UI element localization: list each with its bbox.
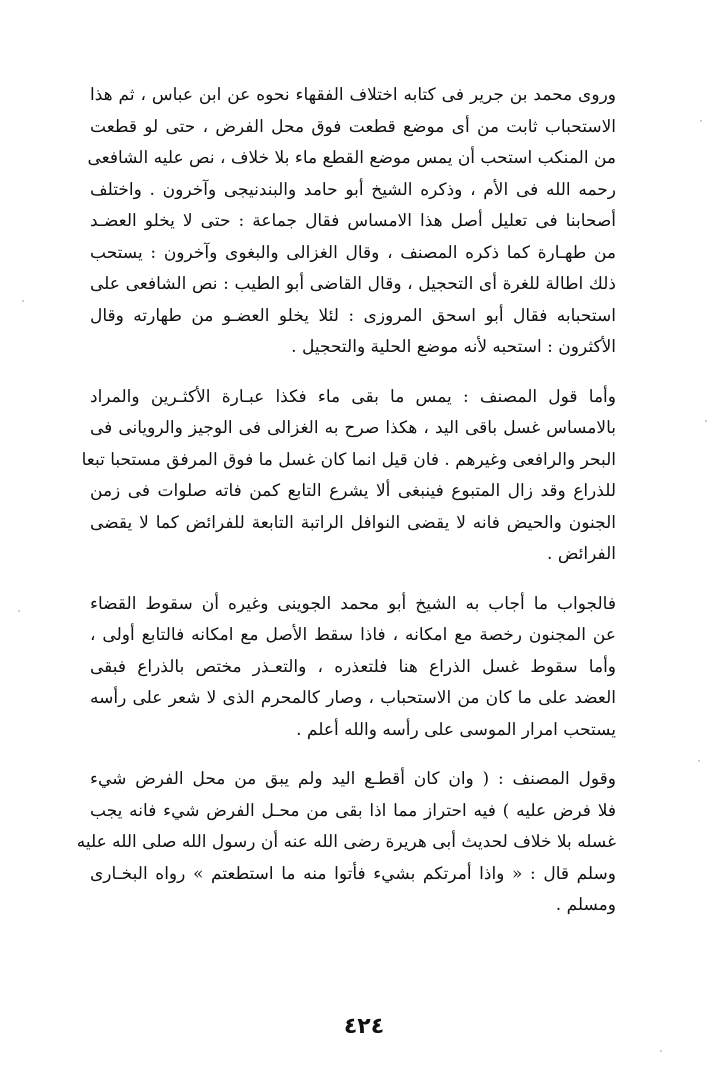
text-line: العضد على ما كان من الاستحباب ، وصار كالمحرم الذى لا شعر على رأسه: [90, 688, 616, 708]
text-line: عن المجنون رخصة مع امكانه ، فاذا سقط الأصل مع امكانه فالتابع أولى ،: [90, 625, 616, 645]
text-line: للذراع وقد زال المتبوع فينبغى ألا يشرع التابع كمن فاته صلوات فى زمن: [90, 481, 616, 501]
page-number: ٤٢٤: [343, 1014, 385, 1039]
text-line: ومسلم .: [555, 895, 616, 915]
text-line: البحر والرافعى وغيرهم . فان قيل انما كان غسل ما فوق المرفق مستحبا تبعا: [81, 449, 616, 470]
text-line: وأما سقوط غسل الذراع هنا فلتعذره ، والتعـذر مختص بالذراع فبقى: [90, 656, 616, 677]
text-line: فالجواب ما أجاب به الشيخ أبو محمد الجوينى وغيره أن سقوط القضاء: [90, 593, 616, 614]
text-line: وروى محمد بن جرير فى كتابه اختلاف الفقهاء نحوه عن ابن عباس ، ثم هذا: [90, 85, 616, 105]
text-line: وأما قول المصنف : يمس ما بقى ماء فكذا عبـارة الأكثـرين والمراد: [90, 386, 616, 407]
scan-speck: [698, 760, 700, 762]
paragraph-2: [81, 382, 638, 571]
text-line: الفرائض .: [547, 544, 616, 564]
paragraph-3: [90, 589, 638, 747]
scan-speck: [700, 120, 702, 122]
page-body: [76, 80, 638, 922]
text-line: استحبابه فقال أبو اسحق المروزى : لئلا يخلو العضـو من طهارته وقال: [90, 305, 616, 326]
text-line: غسله بلا خلاف لحديث أبى هريرة رضى الله عنه أن رسول الله صلى الله عليه: [76, 832, 616, 852]
text-line: من طهـارة كما ذكره المصنف ، وقال الغزالى والبغوى وآخرون : يستحب: [90, 242, 616, 263]
paragraph-1: [87, 80, 638, 364]
text-line: من المنكب استحب أن يمس موضع القطع ماء بلا خلاف ، نص عليه الشافعى: [87, 148, 616, 168]
text-line: الأكثرون : استحبه لأنه موضع الحلية والتحجيل .: [291, 337, 616, 357]
text-line: يستحب امرار الموسى على رأسه والله أعلم .: [296, 719, 616, 740]
text-line: بالامساس غسل باقى اليد ، هكذا صرح به الغزالى فى الوجيز والرويانى فى: [90, 418, 616, 438]
text-line: وسلم قال : « واذا أمرتكم بشيء فأتوا منه ما استطعتم » رواه البخـارى: [90, 863, 616, 884]
scan-speck: [18, 610, 20, 612]
scan-speck: [22, 300, 24, 302]
scan-speck: [705, 420, 707, 422]
text-line: الاستحباب ثابت من أى موضع قطعت فوق محل الفرض ، حتى لو قطعت: [90, 116, 616, 137]
paragraph-4: [76, 764, 638, 922]
scan-speck: [660, 1050, 662, 1052]
text-line: رحمه الله فى الأم ، وذكره الشيخ أبو حامد والبندنيجى وآخرون . واختلف: [90, 179, 616, 200]
text-line: وقول المصنف : ( وان كان أقطـع اليد ولم يبق من محل الفرض شيء: [90, 769, 616, 789]
text-line: أصحابنا فى تعليل أصل هذا الامساس فقال جماعة : حتى لا يخلو العضـد: [90, 211, 616, 231]
text-line: فلا فرض عليه ) فيه احتراز مما اذا بقى من محـل الفرض شيء فانه يجب: [90, 800, 616, 821]
text-line: ذلك اطالة للغرة أى التحجيل ، وقال القاضى أبو الطيب : نص الشافعى على: [90, 274, 616, 294]
text-line: الجنون والحيض فانه لا يقضى النوافل الراتبة التابعة للفرائض كما لا يقضى: [90, 512, 616, 533]
